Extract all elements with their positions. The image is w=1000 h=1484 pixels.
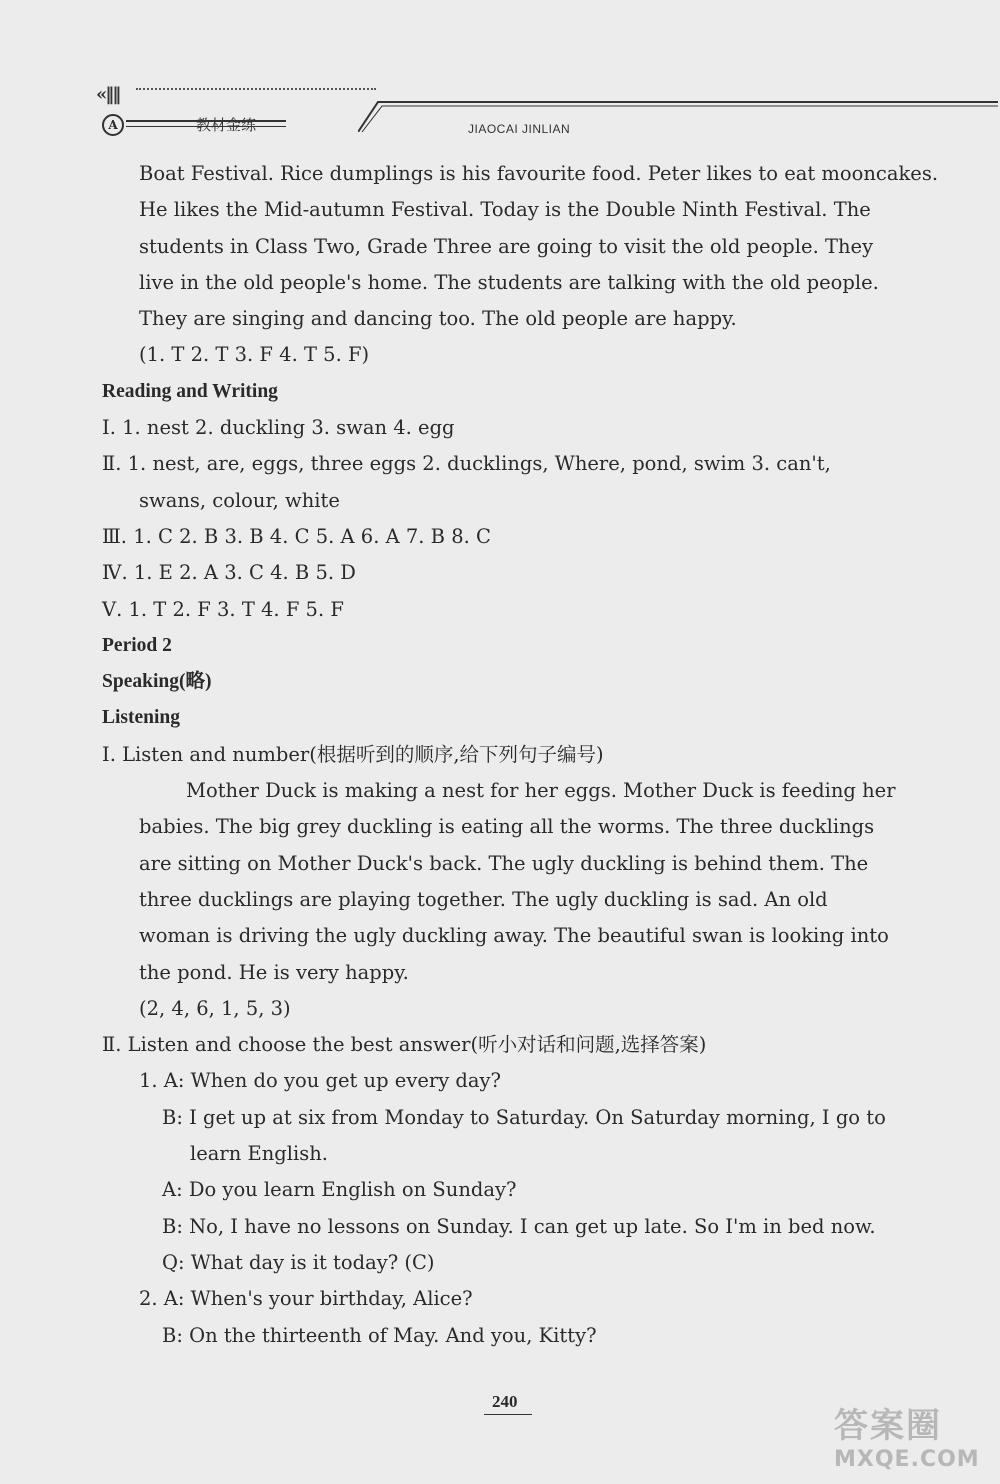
text-line: are sitting on Mother Duck's back. The ugly duckling is behind them. The [139, 851, 869, 875]
section-heading: Reading and Writing [102, 380, 278, 402]
header-slant-rule [358, 92, 998, 132]
answer-line: Ⅲ. 1. C 2. B 3. B 4. C 5. A 6. A 7. B 8. C [102, 524, 491, 548]
answer-line: (1. T 2. T 3. F 4. T 5. F) [139, 343, 370, 367]
dialogue-line: learn English. [190, 1142, 328, 1166]
section-heading: Period 2 [102, 634, 172, 656]
series-badge: A [102, 114, 124, 136]
answer-line: Ⅰ. 1. nest 2. duckling 3. swan 4. egg [102, 416, 455, 440]
exercise-title: Ⅱ. Listen and choose the best answer(听小对话和问题,选择答案) [102, 1033, 707, 1057]
text-line: woman is driving the ugly duckling away. The beautiful swan is looking into [139, 924, 889, 948]
dialogue-line: Q: What day is it today? (C) [162, 1250, 435, 1274]
text-line: three ducklings are playing together. The ugly duckling is sad. An old [139, 887, 828, 911]
dialogue-line: 2. A: When's your birthday, Alice? [139, 1287, 473, 1311]
answer-line: (2, 4, 6, 1, 5, 3) [139, 996, 291, 1020]
text-line: the pond. He is very happy. [139, 960, 409, 984]
text-line: live in the old people's home. The students are talking with the old people. [139, 270, 879, 294]
text-line: He likes the Mid-autumn Festival. Today is the Double Ninth Festival. The [139, 198, 871, 222]
answer-line: Ⅳ. 1. E 2. A 3. C 4. B 5. D [102, 561, 356, 585]
dialogue-line: B: I get up at six from Monday to Saturday. On Saturday morning, I go to [162, 1105, 886, 1129]
dialogue-line: A: Do you learn English on Sunday? [162, 1178, 517, 1202]
answer-line: swans, colour, white [139, 488, 340, 512]
series-title-en: JIAOCAI JINLIAN [468, 122, 571, 136]
text-line: They are singing and dancing too. The old people are happy. [139, 307, 737, 331]
dialogue-line: B: On the thirteenth of May. And you, Kitty? [162, 1323, 597, 1347]
watermark-url: MXQE.COM [834, 1447, 980, 1472]
text-line: students in Class Two, Grade Three are going to visit the old people. They [139, 234, 874, 258]
page-header [96, 84, 1000, 140]
page-number: 240 [492, 1392, 518, 1411]
text-line: Boat Festival. Rice dumplings is his favourite food. Peter likes to eat mooncakes. [139, 162, 939, 185]
double-chevron-icon: «‖‖ [96, 84, 120, 105]
section-heading: Listening [102, 707, 181, 729]
answer-line: Ⅴ. 1. T 2. F 3. T 4. F 5. F [102, 597, 344, 621]
watermark-title: 答案圈 [834, 1406, 942, 1446]
dotted-rule [136, 88, 376, 90]
text-line: Mother Duck is making a nest for her eggs. Mother Duck is feeding her [186, 779, 896, 803]
dialogue-line: 1. A: When do you get up every day? [139, 1069, 501, 1093]
exercise-title: Ⅰ. Listen and number(根据听到的顺序,给下列句子编号) [102, 742, 604, 766]
answer-line: Ⅱ. 1. nest, are, eggs, three eggs 2. ducklings, Where, pond, swim 3. can't, [102, 452, 831, 476]
watermark [834, 1398, 984, 1472]
dialogue-line: B: No, I have no lessons on Sunday. I can get up late. So I'm in bed now. [162, 1214, 876, 1238]
series-title-cn: 教材金练 [196, 116, 257, 134]
text-line: babies. The big grey duckling is eating all the worms. The three ducklings [139, 815, 875, 839]
section-heading: Speaking(略) [102, 671, 212, 693]
page-number-rule [484, 1414, 532, 1415]
answer-content [102, 156, 939, 1354]
